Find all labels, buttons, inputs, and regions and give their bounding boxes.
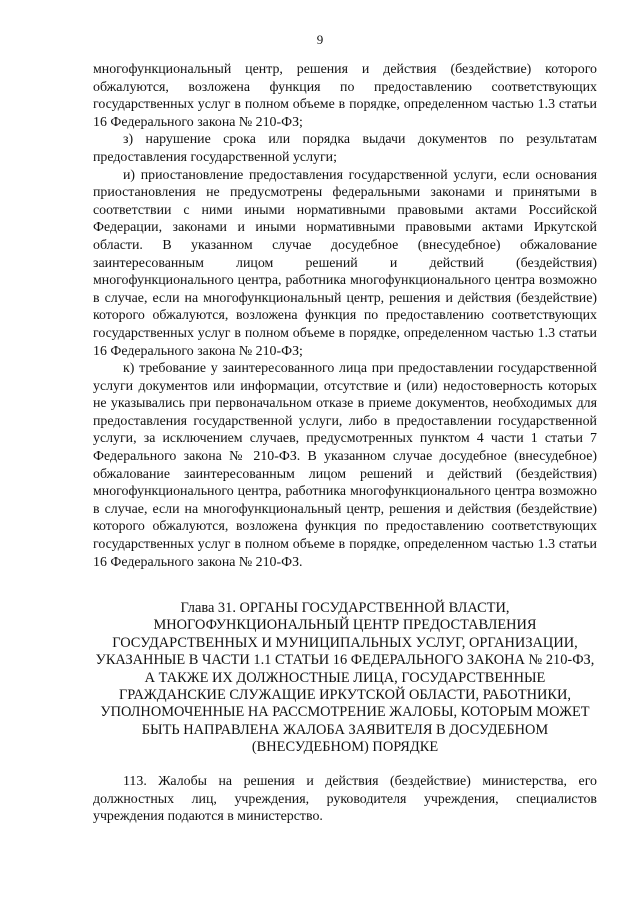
paragraph-113: 113. Жалобы на решения и действия (бездействие) министерства, его должностных лиц, учреждения, руководителя учреждения, специалистов учреждения подаются в министерство. bbox=[93, 774, 597, 825]
page-number: 9 bbox=[316, 32, 324, 47]
document-body-continued bbox=[93, 773, 597, 826]
document-body bbox=[93, 61, 597, 571]
paragraph-continuation: многофункциональный центр, решения и действия (бездействие) которого обжалуются, возложена функция по предоставлению соответствующих государственных услуг в полном объеме в порядке, определенном частью 1.3 статьи 16 Федерального закона № 210-ФЗ; bbox=[93, 62, 597, 130]
paragraph-item-i: и) приостановление предоставления государственной услуги, если основания приостановления не предусмотрены федеральными законами и принятыми в соответствии с ними иными нормативными правовыми актами Российской Федерации, законами и иными нормативными правовыми актами Иркутской области. В указанном случае досудебное (внесудебное) обжалование заинтересованным лицом решений и действий (бездействия) многофункционального центра, работника многофункционального центра возможно в случае, если на многофункциональный центр, решения и действия (бездействие) которого обжалуются, возложена функция по предоставлению соответствующих государственных услуг в полном объеме в порядке, определенном частью 1.3 статьи 16 Федерального закона № 210-ФЗ; bbox=[93, 167, 597, 359]
paragraph-item-k: к) требование у заинтересованного лица при предоставлении государственной услуги документов или информации, отсутствие и (или) недостоверность которых не указывались при первоначальном отказе в приеме документов, необходимых для предоставления государственной услуги, либо в предоставлении государственной услуги, за исключением случаев, предусмотренных пунктом 4 части 1 статьи 7 Федерального закона № 210-ФЗ. В указанном случае досудебное (внесудебное) обжалование заинтересованным лицом решений и действий (бездействия) многофункционального центра, работника многофункционального центра возможно в случае, если на многофункциональный центр, решения и действия (бездействие) которого обжалуются, возложена функция по предоставлению соответствующих государственных услуг в полном объеме в порядке, определенном частью 1.3 статьи 16 Федерального закона № 210-ФЗ. bbox=[93, 361, 597, 570]
chapter-heading: Глава 31. ОРГАНЫ ГОСУДАРСТВЕННОЙ ВЛАСТИ, МНОГОФУНКЦИОНАЛЬНЫЙ ЦЕНТР ПРЕДОСТАВЛЕНИЯ ГОСУДАРСТВЕННЫХ И МУНИЦИПАЛЬНЫХ УСЛУГ, ОРГАНИЗАЦИИ, УКАЗАННЫЕ В ЧАСТИ 1.1 СТАТЬИ 16 ФЕДЕРАЛЬНОГО ЗАКОНА № 210-ФЗ, А ТАКЖЕ ИХ ДОЛЖНОСТНЫЕ ЛИЦА, ГОСУДАРСТВЕННЫЕ ГРАЖДАНСКИЕ СЛУЖАЩИЕ ИРКУТСКОЙ ОБЛАСТИ, РАБОТНИКИ, УПОЛНОМОЧЕННЫЕ НА РАССМОТРЕНИЕ ЖАЛОБЫ, КОТОРЫМ МОЖЕТ БЫТЬ НАПРАВЛЕНА ЖАЛОБА ЗАЯВИТЕЛЯ В ДОСУДЕБНОМ (ВНЕСУДЕБНОМ) ПОРЯДКЕ bbox=[95, 600, 595, 756]
paragraph-item-z: з) нарушение срока или порядка выдачи документов по результатам предоставления государственной услуги; bbox=[93, 132, 597, 165]
